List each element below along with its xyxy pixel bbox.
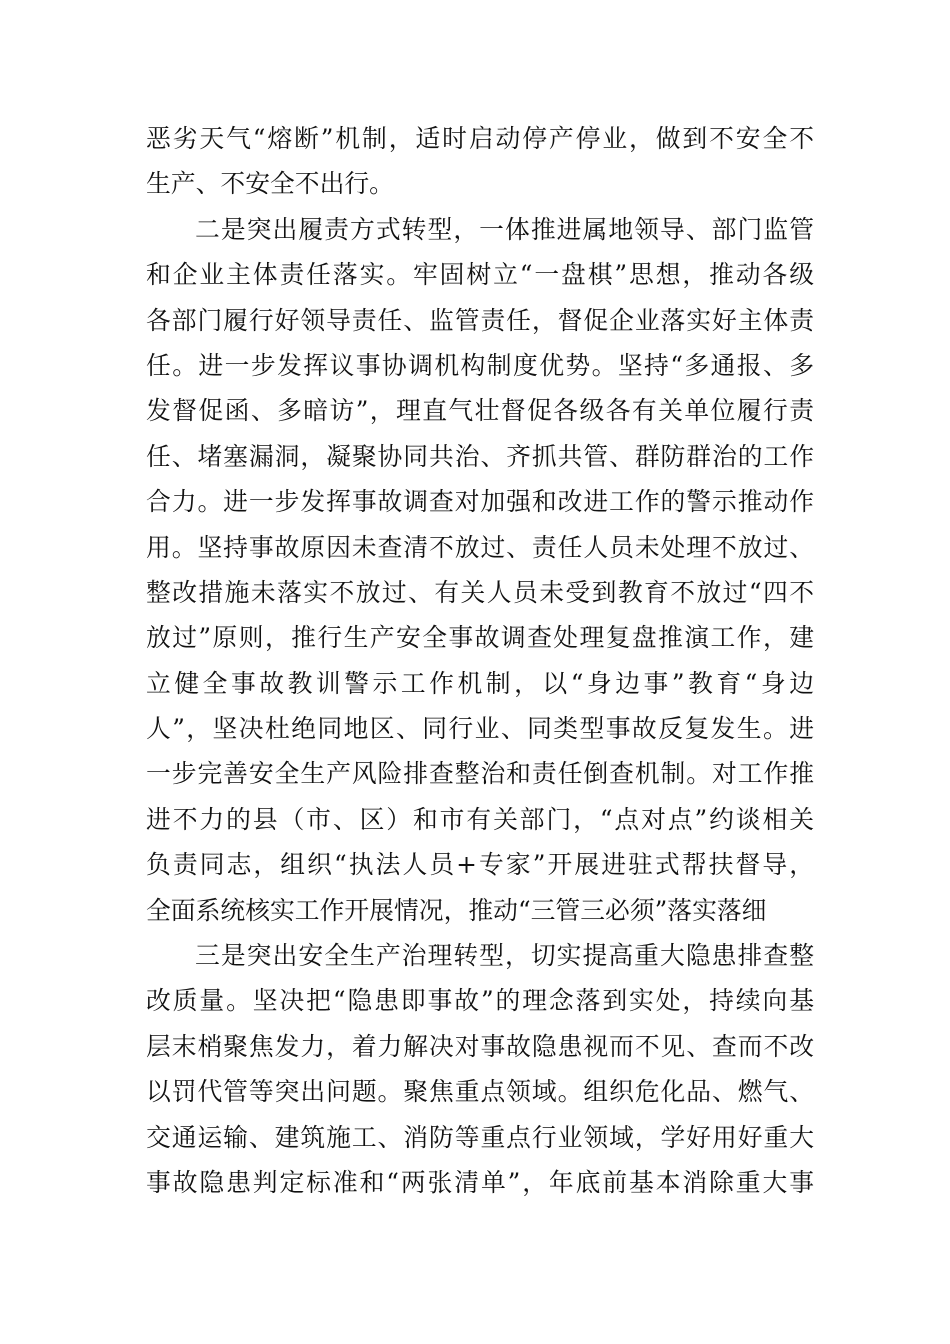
text-line: 和企业主体责任落实。牢固树立“一盘棋”思想，推动各级 [146, 260, 814, 290]
text-line: 生产、不安全不出行。 [146, 169, 394, 199]
text-line: 立健全事故教训警示工作机制，以“身边事”教育“身边 [146, 668, 814, 698]
text-line: 整改措施未落实不放过、有关人员未受到教育不放过“四不 [146, 577, 814, 607]
text-line: 事故隐患判定标准和“两张清单”，年底前基本消除重大事 [146, 1167, 814, 1197]
text-line: 交通运输、建筑施工、消防等重点行业领域，学好用好重大 [146, 1122, 814, 1152]
text-line: 进不力的县（市、区）和市有关部门，“点对点”约谈相关 [146, 804, 814, 834]
text-line: 恶劣天气“熔断”机制，适时启动停产停业，做到不安全不 [146, 124, 814, 153]
text-line: 以罚代管等突出问题。聚焦重点领域。组织危化品、燃气、 [146, 1077, 814, 1107]
text-line: 负责同志，组织“执法人员+专家”开展进驻式帮扶督导， [146, 850, 814, 880]
paragraph-first-line: 三是突出安全生产治理转型，切实提高重大隐患排查整 [195, 941, 814, 971]
text-line: 人”，坚决杜绝同地区、同行业、同类型事故反复发生。进 [146, 714, 814, 744]
body-text [146, 116, 814, 1205]
text-line: 发督促函、多暗访”，理直气壮督促各级各有关单位履行责 [146, 396, 814, 426]
text-line: 一步完善安全生产风险排查整治和责任倒查机制。对工作推 [146, 759, 814, 789]
text-line: 任、堵塞漏洞，凝聚协同共治、齐抓共管、群防群治的工作 [146, 441, 814, 471]
text-line: 用。坚持事故原因未查清不放过、责任人员未处理不放过、 [146, 532, 814, 562]
text-line: 合力。进一步发挥事故调查对加强和改进工作的警示推动作 [146, 487, 814, 517]
text-line: 全面系统核实工作开展情况，推动“三管三必须”落实落细 [146, 895, 767, 925]
text-line: 层末梢聚焦发力，着力解决对事故隐患视而不见、查而不改 [146, 1031, 814, 1061]
text-line: 改质量。坚决把“隐患即事故”的理念落到实处，持续向基 [146, 986, 814, 1016]
paragraph-first-line: 二是突出履责方式转型，一体推进属地领导、部门监管 [195, 214, 814, 244]
text-line: 放过”原则，推行生产安全事故调查处理复盘推演工作，建 [146, 623, 814, 653]
text-line: 各部门履行好领导责任、监管责任，督促企业落实好主体责 [146, 305, 814, 335]
text-line: 任。进一步发挥议事协调机构制度优势。坚持“多通报、多 [146, 350, 814, 380]
